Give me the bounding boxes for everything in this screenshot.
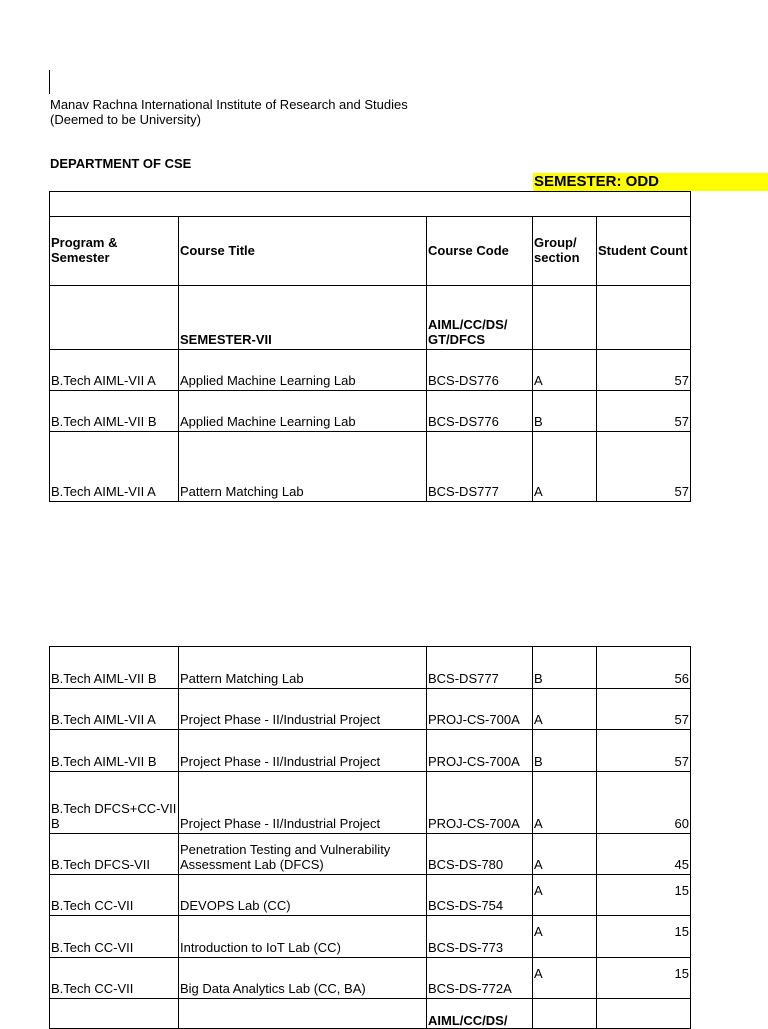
course-code-cell: AIML/CC/DS/ <box>427 999 533 1029</box>
course-code-cell: BCS-DS777 <box>427 432 533 502</box>
section-program-cell <box>50 286 179 350</box>
table-row <box>50 730 691 772</box>
course-code-cell: PROJ-CS-700A <box>427 772 533 834</box>
course-title-cell <box>179 999 427 1029</box>
program-cell: B.Tech AIML-VII B <box>50 730 179 772</box>
group-cell: A <box>533 432 597 502</box>
col-header-student-count: Student Count <box>597 217 691 286</box>
program-cell: B.Tech DFCS+CC-VII B <box>50 772 179 834</box>
section-count-cell <box>597 286 691 350</box>
program-cell: B.Tech AIML-VII A <box>50 689 179 730</box>
student-count-cell: 57 <box>597 730 691 772</box>
course-title-cell: Project Phase - II/Industrial Project <box>179 730 427 772</box>
group-cell: A <box>533 875 597 916</box>
course-code-cell: BCS-DS777 <box>427 647 533 689</box>
course-title-cell: Applied Machine Learning Lab <box>179 350 427 391</box>
course-code-cell: BCS-DS-773 <box>427 916 533 958</box>
student-count-cell: 15 <box>597 916 691 958</box>
table-row-partial <box>50 999 691 1029</box>
course-title-cell: Big Data Analytics Lab (CC, BA) <box>179 958 427 999</box>
student-count-cell: 57 <box>597 391 691 432</box>
program-cell: B.Tech AIML-VII A <box>50 350 179 391</box>
group-cell: B <box>533 391 597 432</box>
program-cell: B.Tech AIML-VII A <box>50 432 179 502</box>
course-code-cell: PROJ-CS-700A <box>427 689 533 730</box>
col-header-course-title: Course Title <box>179 217 427 286</box>
course-code-cell: BCS-DS-780 <box>427 834 533 875</box>
group-cell: B <box>533 730 597 772</box>
department-title: DEPARTMENT OF CSE <box>50 156 192 171</box>
course-title-cell: Applied Machine Learning Lab <box>179 391 427 432</box>
student-count-cell: 60 <box>597 772 691 834</box>
col-header-program: Program & Semester <box>50 217 179 286</box>
program-cell: B.Tech CC-VII <box>50 916 179 958</box>
course-title-cell: Project Phase - II/Industrial Project <box>179 772 427 834</box>
course-title-cell: Penetration Testing and Vulnerability Assessment Lab (DFCS) <box>179 834 427 875</box>
group-cell: A <box>533 689 597 730</box>
student-count-cell: 56 <box>597 647 691 689</box>
course-table-page-2 <box>49 646 691 1029</box>
blank-cell <box>50 192 691 217</box>
course-code-cell: PROJ-CS-700A <box>427 730 533 772</box>
program-cell: B.Tech DFCS-VII <box>50 834 179 875</box>
course-title-cell: Introduction to IoT Lab (CC) <box>179 916 427 958</box>
course-code-cell: BCS-DS776 <box>427 350 533 391</box>
course-code-cell: BCS-DS-754 <box>427 875 533 916</box>
course-title-cell: Pattern Matching Lab <box>179 647 427 689</box>
group-cell: A <box>533 958 597 999</box>
student-count-cell <box>597 999 691 1029</box>
section-group-cell <box>533 286 597 350</box>
col-header-group: Group/ section <box>533 217 597 286</box>
program-cell: B.Tech AIML-VII B <box>50 391 179 432</box>
section-row <box>50 286 691 350</box>
course-code-cell: BCS-DS-772A <box>427 958 533 999</box>
section-code: AIML/CC/DS/ GT/DFCS <box>427 286 533 350</box>
program-cell: B.Tech AIML-VII B <box>50 647 179 689</box>
group-cell: A <box>533 350 597 391</box>
section-title: SEMESTER-VII <box>179 286 427 350</box>
table-row <box>50 391 691 432</box>
course-title-cell: DEVOPS Lab (CC) <box>179 875 427 916</box>
group-cell: A <box>533 916 597 958</box>
blank-row <box>50 192 691 217</box>
table-row <box>50 958 691 999</box>
group-cell <box>533 999 597 1029</box>
table-row <box>50 875 691 916</box>
program-cell <box>50 999 179 1029</box>
program-cell: B.Tech CC-VII <box>50 958 179 999</box>
group-cell: B <box>533 647 597 689</box>
table-row <box>50 689 691 730</box>
student-count-cell: 57 <box>597 350 691 391</box>
student-count-cell: 15 <box>597 875 691 916</box>
program-cell: B.Tech CC-VII <box>50 875 179 916</box>
table-row <box>50 834 691 875</box>
header-row <box>50 217 691 286</box>
cell-cursor-line <box>49 70 50 94</box>
student-count-cell: 57 <box>597 432 691 502</box>
semester-label: SEMESTER: ODD <box>533 173 768 191</box>
student-count-cell: 15 <box>597 958 691 999</box>
group-cell: A <box>533 834 597 875</box>
table-row <box>50 350 691 391</box>
group-cell: A <box>533 772 597 834</box>
course-code-cell: BCS-DS776 <box>427 391 533 432</box>
institute-subtitle: (Deemed to be University) <box>50 112 201 127</box>
course-table-page-1 <box>49 191 691 502</box>
student-count-cell: 57 <box>597 689 691 730</box>
table-row <box>50 772 691 834</box>
course-title-cell: Project Phase - II/Industrial Project <box>179 689 427 730</box>
student-count-cell: 45 <box>597 834 691 875</box>
institute-name: Manav Rachna International Institute of Research and Studies <box>50 97 408 112</box>
table-row <box>50 647 691 689</box>
col-header-course-code: Course Code <box>427 217 533 286</box>
table-row <box>50 916 691 958</box>
course-title-cell: Pattern Matching Lab <box>179 432 427 502</box>
table-row <box>50 432 691 502</box>
